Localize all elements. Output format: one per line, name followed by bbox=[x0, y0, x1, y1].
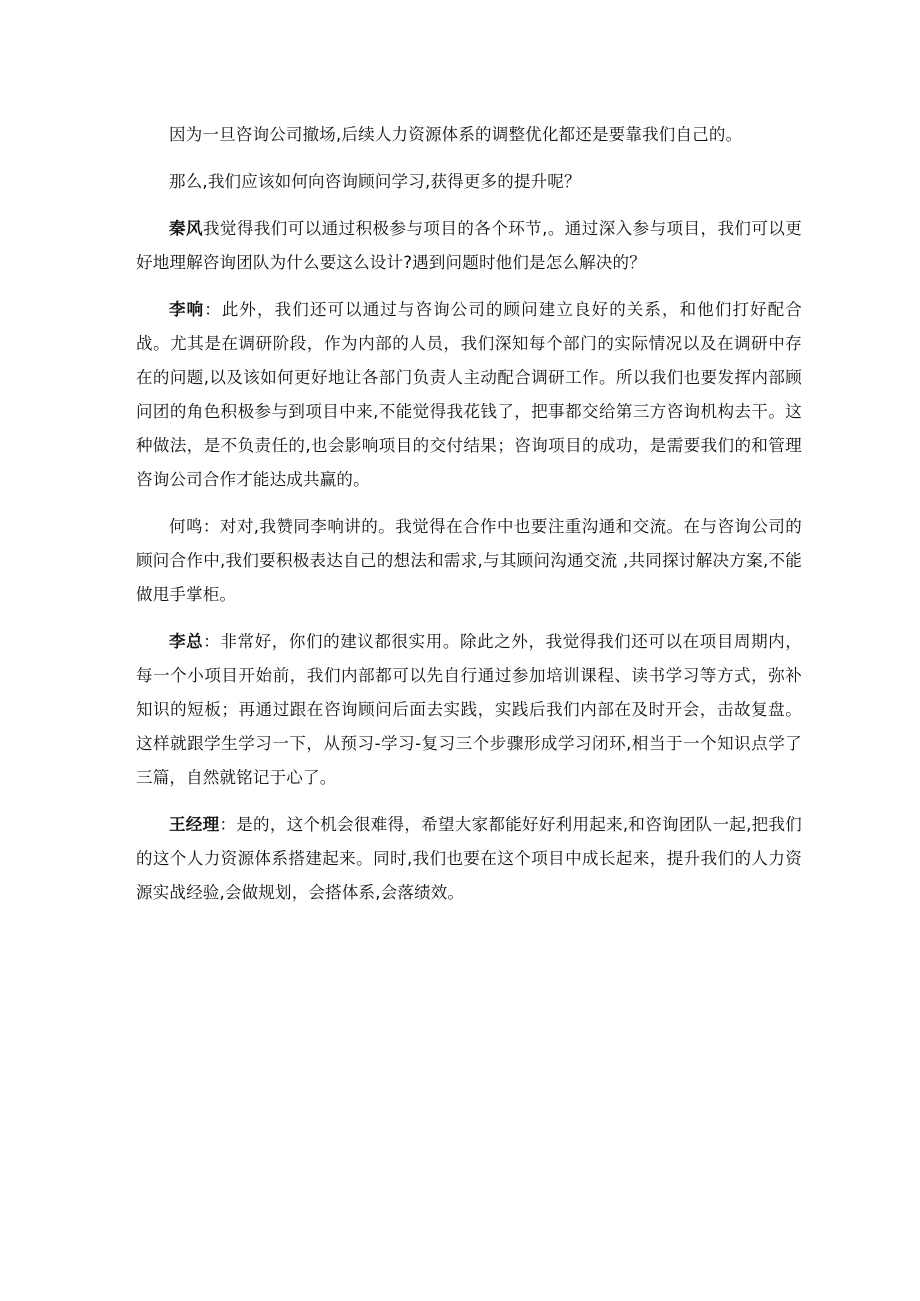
paragraph-text: ：非常好，你们的建议都很实用。除此之外，我觉得我们还可以在项目周期内，每一个小项目开始前，我们内部都可以先自行通过参加培训课程、读书学习等方式，弥补知识的短板；再通过跟在咨询顾问后面去实践，实践后我们内部在及时开会，击故复盘。这样就跟学生学习一下，从预习-学习-复习三个步骤形成学习闭环,相当于一个知识点学了三篇，自然就铭记于心了。 bbox=[136, 632, 803, 787]
paragraph-text: ：是的，这个机会很难得，希望大家都能好好利用起来,和咨询团队一起,把我们的这个人力资源体系搭建起来。同时,我们也要在这个项目中成长起来，提升我们的人力资源实战经验,会做规划，会搭体系,会落绩效。 bbox=[136, 815, 802, 902]
document-body bbox=[136, 118, 802, 923]
speaker-name: 王经理 bbox=[169, 815, 220, 834]
paragraph-text: 那么,我们应该如何向咨询顾问学习,获得更多的提升呢？ bbox=[169, 172, 581, 191]
speaker-name: 李响 bbox=[169, 300, 205, 319]
paragraph-1 bbox=[136, 118, 802, 152]
paragraph-lizong bbox=[136, 625, 802, 795]
paragraph-qinfeng bbox=[136, 212, 802, 280]
paragraph-text: 因为一旦咨询公司撤场,后续人力资源体系的调整优化都还是要靠我们自己的。 bbox=[169, 125, 743, 144]
paragraph-2 bbox=[136, 165, 802, 199]
paragraph-text: ：此外，我们还可以通过与咨询公司的顾问建立良好的关系，和他们打好配合战。尤其是在调研阶段，作为内部的人员，我们深知每个部门的实际情况以及在调研中存在的问题,以及该如何更好地让各部门负责人主动配合调研工作。所以我们也要发挥内部顾问团的角色积极参与到项目中来,不能觉得我花钱了，把事都交给第三方咨询机构去干。这种做法，是不负责任的,也会影响项目的交付结果；咨询项目的成功，是需要我们的和管理咨询公司合作才能达成共赢的。 bbox=[136, 300, 802, 489]
paragraph-wangjingli bbox=[136, 808, 802, 910]
speaker-name: 秦风 bbox=[169, 219, 203, 238]
paragraph-text: 何鸣：对对,我赞同李响讲的。我觉得在合作中也要注重沟通和交流。在与咨询公司的顾问合作中,我们要积极表达自己的想法和需求,与其顾问沟通交流 ,共同探讨解决方案,不能做甩手掌柜。 bbox=[136, 517, 802, 604]
paragraph-lixiang bbox=[136, 293, 802, 497]
paragraph-text: 我觉得我们可以通过积极参与项目的各个环节,。通过深入参与项目，我们可以更好地理解咨询团队为什么要这么设计?遇到问题时他们是怎么解决的？ bbox=[136, 219, 802, 272]
paragraph-heming bbox=[136, 510, 802, 612]
speaker-name: 李总 bbox=[169, 632, 204, 651]
